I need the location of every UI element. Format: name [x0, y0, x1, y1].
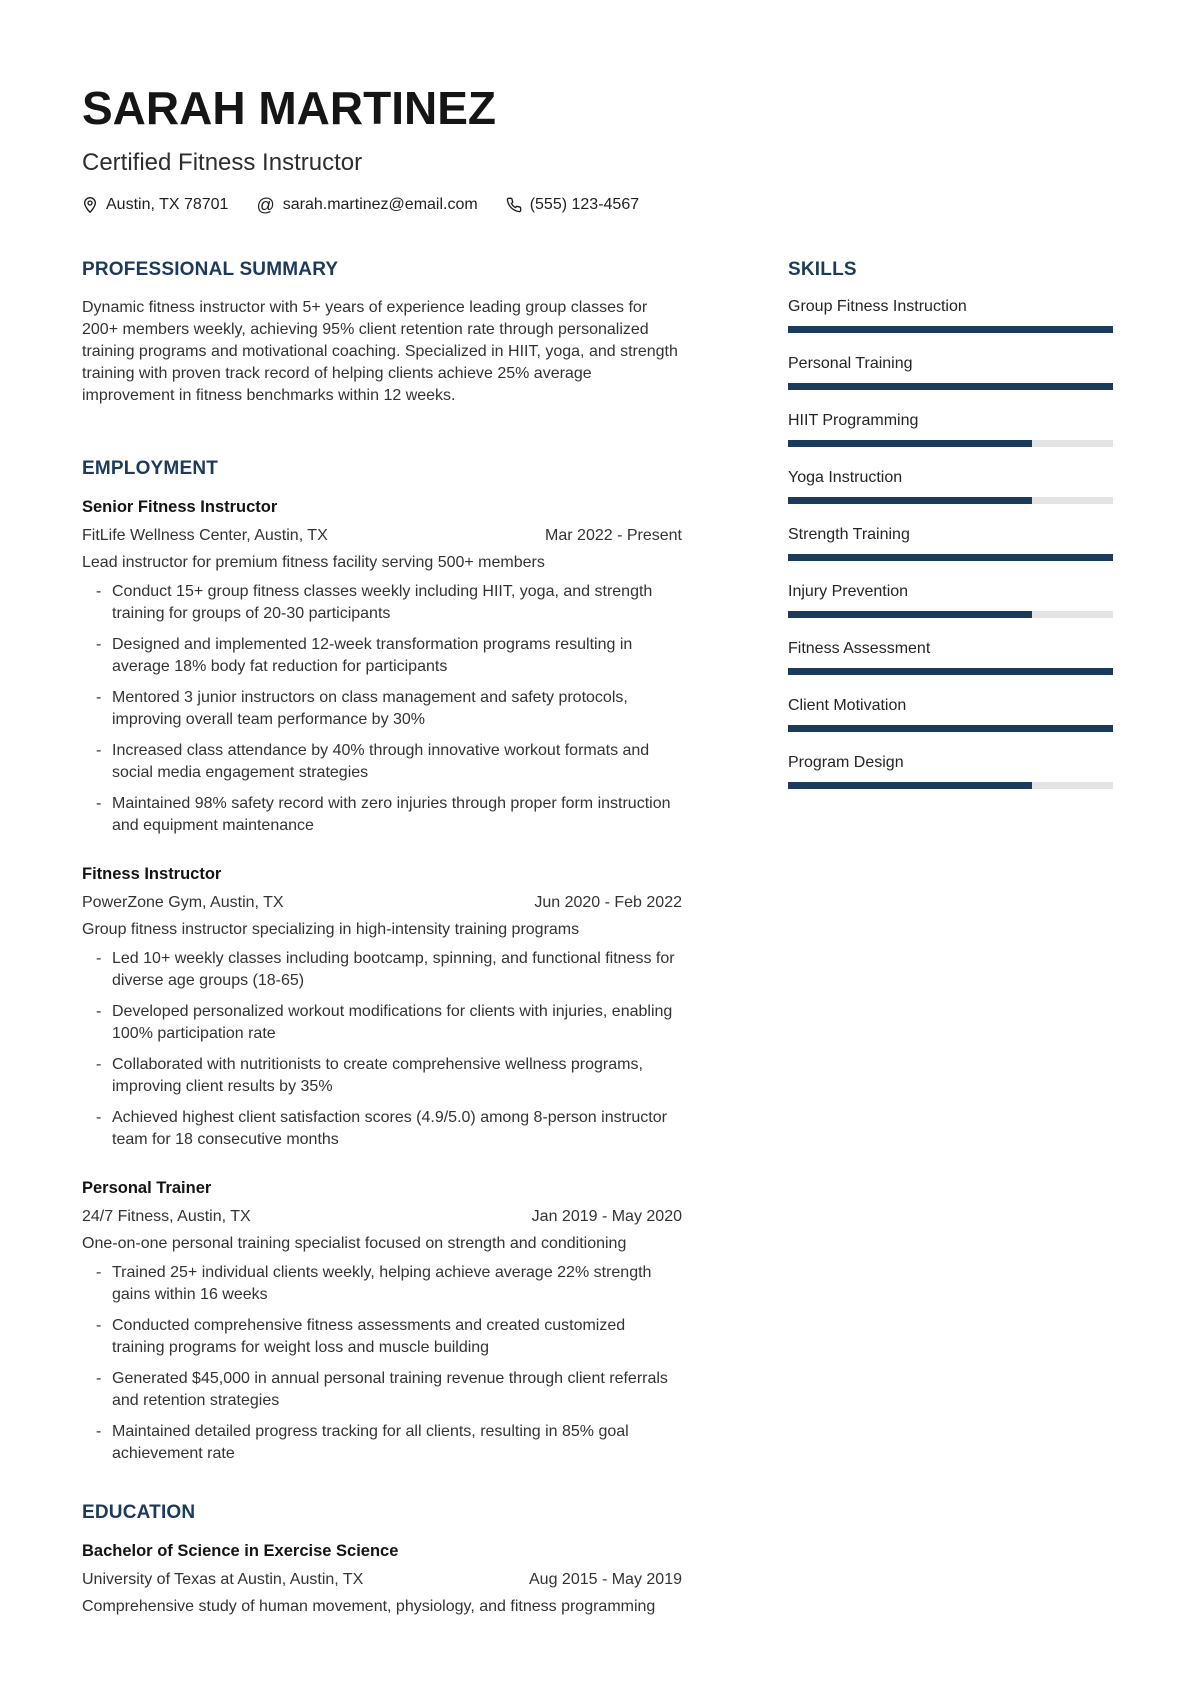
- job-bullet: - Developed personalized workout modifications for clients with injuries, enabling 100% participation rate: [82, 1001, 682, 1045]
- skill-bar-fill: [788, 383, 1113, 390]
- contact-location: [82, 194, 228, 216]
- skill-item: [788, 753, 1113, 789]
- skill-bar-fill: [788, 326, 1113, 333]
- skill-bar-track: [788, 611, 1113, 618]
- job-role: Personal Trainer: [82, 1178, 212, 1197]
- job-bullet: - Trained 25+ individual clients weekly, helping achieve average 22% strength gains within 16 weeks: [82, 1262, 682, 1306]
- section-education: [82, 1501, 682, 1618]
- education-school: University of Texas at Austin, Austin, TX: [82, 1570, 364, 1588]
- skill-item: [788, 354, 1113, 390]
- skill-name: Program Design: [788, 753, 904, 771]
- email-at-icon: @: [256, 194, 275, 215]
- location-pin-icon: [82, 196, 98, 214]
- job-meta-row: [82, 525, 682, 547]
- job-dates: Mar 2022 - Present: [545, 526, 682, 544]
- contact-email: [256, 194, 477, 216]
- skill-name: Fitness Assessment: [788, 639, 931, 657]
- skill-name: Yoga Instruction: [788, 468, 903, 486]
- job-dates: Jan 2019 - May 2020: [531, 1207, 682, 1225]
- skill-item: [788, 639, 1113, 675]
- job-role: Senior Fitness Instructor: [82, 497, 278, 516]
- job-meta-row: [82, 892, 682, 914]
- job-summary: Lead instructor for premium fitness facility serving 500+ members: [82, 553, 545, 571]
- person-job-title: Certified Fitness Instructor: [82, 148, 363, 176]
- phone-icon: [506, 197, 522, 213]
- job-bullets: [82, 581, 682, 837]
- skill-name: Strength Training: [788, 525, 910, 543]
- skill-bar-track: [788, 440, 1113, 447]
- skill-item: [788, 525, 1113, 561]
- job-meta-row: [82, 1206, 682, 1228]
- job-summary: Group fitness instructor specializing in high-intensity training programs: [82, 920, 580, 938]
- education-section-title: EDUCATION: [82, 1501, 196, 1523]
- skill-bar-track: [788, 326, 1113, 333]
- education-description: Comprehensive study of human movement, physiology, and fitness programming: [82, 1597, 656, 1615]
- job-summary: One-on-one personal training specialist focused on strength and conditioning: [82, 1234, 627, 1252]
- education-meta-row: [82, 1569, 682, 1591]
- job-company: 24/7 Fitness, Austin, TX: [82, 1207, 251, 1225]
- job-bullets: [82, 1262, 682, 1465]
- section-employment: [82, 457, 682, 1465]
- contact-phone-text: (555) 123-4567: [529, 195, 640, 213]
- skill-bar-fill: [788, 440, 1032, 447]
- skill-item: [788, 582, 1113, 618]
- skill-name: Client Motivation: [788, 696, 907, 714]
- job-bullet: - Maintained 98% safety record with zero injuries through proper form instruction and equipment maintenance: [82, 793, 682, 837]
- job-entry: [82, 863, 682, 1151]
- job-bullets: [82, 948, 682, 1151]
- main-column: [82, 258, 682, 1618]
- skill-bar-fill: [788, 497, 1032, 504]
- content-columns: [82, 258, 1113, 1618]
- skill-bar-track: [788, 383, 1113, 390]
- job-bullet: - Conduct 15+ group fitness classes weekly including HIIT, yoga, and strength training for groups of 20-30 participants: [82, 581, 682, 625]
- skill-item: [788, 696, 1113, 732]
- skill-bar-fill: [788, 725, 1113, 732]
- job-bullet: - Led 10+ weekly classes including bootcamp, spinning, and functional fitness for diverse age groups (18-65): [82, 948, 682, 992]
- skill-bar-fill: [788, 611, 1032, 618]
- person-name: SARAH MARTINEZ: [82, 82, 496, 134]
- job-bullet: - Maintained detailed progress tracking for all clients, resulting in 85% goal achievement rate: [82, 1421, 682, 1465]
- job-bullet: - Achieved highest client satisfaction scores (4.9/5.0) among 8-person instructor team for 18 consecutive months: [82, 1107, 682, 1151]
- job-bullet: - Designed and implemented 12-week transformation programs resulting in average 18% body fat reduction for participants: [82, 634, 682, 678]
- sidebar-column: [788, 258, 1113, 1618]
- job-role: Fitness Instructor: [82, 864, 222, 883]
- contact-email-text: sarah.martinez@email.com: [282, 195, 478, 213]
- job-bullet: - Conducted comprehensive fitness assessments and created customized training programs for weight loss and muscle building: [82, 1315, 682, 1359]
- skill-bar-track: [788, 497, 1113, 504]
- skill-name: HIIT Programming: [788, 411, 919, 429]
- job-dates: Jun 2020 - Feb 2022: [534, 893, 682, 911]
- job-entry: [82, 1177, 682, 1465]
- skill-name: Group Fitness Instruction: [788, 297, 967, 315]
- job-bullet: - Collaborated with nutritionists to create comprehensive wellness programs, improving client results by 35%: [82, 1054, 682, 1098]
- contact-row: [82, 194, 1113, 216]
- job-entry: [82, 496, 682, 837]
- skill-bar-track: [788, 554, 1113, 561]
- contact-phone: [506, 194, 639, 216]
- section-professional-summary: [82, 258, 682, 407]
- education-dates: Aug 2015 - May 2019: [529, 1570, 682, 1588]
- skill-bar-track: [788, 668, 1113, 675]
- contact-location-text: Austin, TX 78701: [106, 195, 229, 213]
- skills-section-title: SKILLS: [788, 258, 857, 280]
- education-degree: Bachelor of Science in Exercise Science: [82, 1541, 399, 1560]
- skill-bar-fill: [788, 668, 1113, 675]
- skill-item: [788, 468, 1113, 504]
- skill-name: Personal Training: [788, 354, 913, 372]
- skill-item: [788, 297, 1113, 333]
- section-skills: [788, 258, 1113, 789]
- summary-section-title: PROFESSIONAL SUMMARY: [82, 258, 339, 280]
- employment-section-title: EMPLOYMENT: [82, 457, 219, 479]
- skill-bar-fill: [788, 554, 1113, 561]
- job-bullet: - Generated $45,000 in annual personal training revenue through client referrals and retention strategies: [82, 1368, 682, 1412]
- skill-bar-fill: [788, 782, 1032, 789]
- skill-bar-track: [788, 782, 1113, 789]
- job-bullet: - Mentored 3 junior instructors on class management and safety protocols, improving overall team performance by 30%: [82, 687, 682, 731]
- job-company: PowerZone Gym, Austin, TX: [82, 893, 284, 911]
- resume-header: [82, 84, 1113, 216]
- skill-bar-track: [788, 725, 1113, 732]
- job-bullet: - Increased class attendance by 40% through innovative workout formats and social media engagement strategies: [82, 740, 682, 784]
- summary-text: Dynamic fitness instructor with 5+ years of experience leading group classes for 200+ members weekly, achieving 95% client retention rate through personalized training programs and motivational coaching. Specialized in HIIT, yoga, and strength training with proven track record of helping clients achieve 25% average improvement in fitness benchmarks within 12 weeks.: [82, 298, 678, 404]
- skill-name: Injury Prevention: [788, 582, 909, 600]
- job-company: FitLife Wellness Center, Austin, TX: [82, 526, 328, 544]
- skill-item: [788, 411, 1113, 447]
